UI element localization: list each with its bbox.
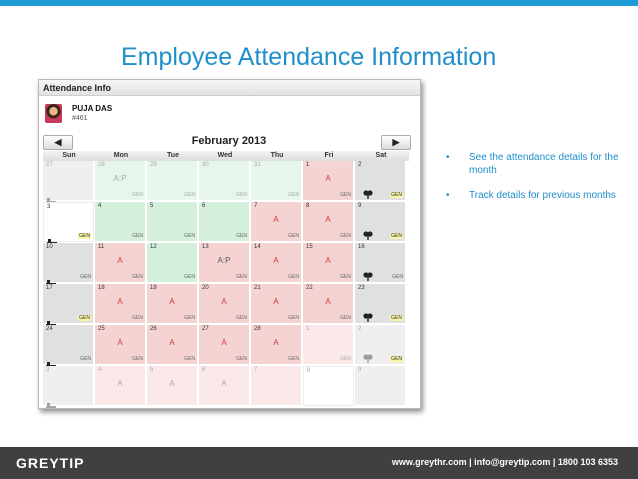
day-number: 23	[358, 285, 365, 291]
shift-label: GEN	[236, 233, 247, 239]
footer-bar	[0, 447, 638, 479]
day-number: 3	[46, 367, 50, 373]
day-number: 2	[358, 326, 362, 332]
day-number: 20	[202, 285, 209, 291]
shift-label: GEN	[79, 315, 90, 321]
attendance-status: A	[169, 297, 175, 306]
shift-label: GEN	[184, 233, 195, 239]
day-number: 15	[306, 244, 313, 250]
attendance-status: A	[325, 174, 331, 183]
shift-label: GEN	[132, 192, 143, 198]
weekend-off-icon	[46, 355, 56, 361]
shift-label: GEN	[288, 356, 299, 362]
day-number: 19	[150, 285, 157, 291]
feature-bullets	[444, 151, 624, 214]
calendar-day-cell[interactable]	[355, 325, 406, 365]
chevron-right-icon: ▶	[392, 137, 400, 147]
weekday-sat: Sat	[375, 152, 387, 159]
attendance-status: A:P	[217, 256, 231, 265]
attendance-status: A	[221, 338, 227, 347]
calendar-day-cell[interactable]	[95, 243, 146, 283]
shift-label: GEN	[288, 274, 299, 280]
footer-contact: www.greythr.com | info@greytip.com | 1800 103 6353	[391, 457, 618, 467]
calendar-day-cell[interactable]	[355, 366, 406, 406]
day-number: 28	[254, 326, 261, 332]
slide-title: Employee Attendance Information	[121, 43, 497, 71]
day-number: 7	[254, 367, 258, 373]
shift-label: GEN	[288, 315, 299, 321]
shift-label: GEN	[340, 192, 351, 198]
day-number: 12	[150, 244, 157, 250]
employee-id: #461	[72, 115, 88, 122]
day-number: 30	[202, 162, 209, 168]
calendar-day-cell[interactable]	[355, 243, 406, 283]
avatar	[45, 104, 62, 123]
calendar-day-cell[interactable]	[95, 325, 146, 365]
shift-label: GEN	[340, 315, 351, 321]
calendar-grid	[43, 161, 409, 408]
calendar-day-cell[interactable]	[147, 243, 198, 283]
calendar-day-cell[interactable]	[199, 325, 250, 365]
shift-label: GEN	[236, 356, 247, 362]
weekend-off-icon	[46, 191, 56, 197]
shift-label: GEN	[132, 233, 143, 239]
shift-label: GEN	[80, 356, 91, 362]
calendar-day-cell[interactable]	[251, 202, 302, 242]
bullet-text: See the attendance details for the month	[469, 152, 619, 176]
holiday-icon	[363, 268, 373, 277]
calendar-day-cell[interactable]	[95, 202, 146, 242]
calendar-day-cell[interactable]	[251, 161, 302, 201]
shift-label: GEN	[184, 274, 195, 280]
day-number: 9	[358, 203, 362, 209]
weekday-fri: Fri	[324, 152, 334, 159]
shift-label: GEN	[184, 315, 195, 321]
shift-label: GEN	[236, 274, 247, 280]
day-number: 4	[98, 367, 102, 373]
calendar-day-cell[interactable]	[199, 284, 250, 324]
day-number: 7	[254, 203, 258, 209]
day-number: 8	[306, 203, 310, 209]
calendar-day-cell[interactable]	[251, 284, 302, 324]
day-number: 5	[150, 367, 154, 373]
day-number: 31	[254, 162, 261, 168]
weekday-sun: Sun	[62, 152, 76, 159]
attendance-status: A:P	[113, 174, 127, 183]
shift-label: GEN	[340, 356, 351, 362]
attendance-panel	[38, 79, 421, 409]
holiday-icon	[363, 186, 373, 195]
attendance-status: A	[273, 215, 279, 224]
attendance-status: A	[117, 297, 123, 306]
calendar-day-cell[interactable]	[43, 366, 94, 406]
shift-label: GEN	[132, 274, 143, 280]
day-number: 21	[254, 285, 261, 291]
calendar-day-cell[interactable]	[43, 284, 94, 324]
attendance-status: A	[117, 379, 123, 388]
prev-month-button[interactable]	[43, 135, 73, 150]
shift-label: GEN	[391, 233, 402, 239]
holiday-icon	[363, 227, 373, 236]
attendance-status: A	[273, 338, 279, 347]
calendar-day-cell[interactable]	[199, 243, 250, 283]
calendar-day-cell[interactable]	[251, 243, 302, 283]
weekend-off-icon	[46, 396, 56, 402]
weekday-wed: Wed	[217, 152, 233, 159]
attendance-status: A	[325, 297, 331, 306]
day-number: 9	[358, 367, 362, 373]
shift-label: GEN	[236, 315, 247, 321]
weekday-mon: Mon	[113, 152, 129, 159]
day-number: 11	[98, 244, 105, 250]
attendance-status: A	[221, 297, 227, 306]
day-number: 3	[47, 204, 51, 210]
day-number: 27	[46, 162, 53, 168]
shift-label: GEN	[79, 233, 90, 239]
shift-label: GEN	[391, 315, 402, 321]
attendance-status: A	[325, 256, 331, 265]
attendance-status: A	[325, 215, 331, 224]
calendar-day-cell[interactable]	[95, 161, 146, 201]
shift-label: GEN	[340, 274, 351, 280]
bullet-dot-icon: •	[446, 190, 450, 201]
calendar-day-cell[interactable]	[303, 366, 354, 406]
day-number: 6	[202, 367, 206, 373]
shift-label: GEN	[340, 233, 351, 239]
shift-label: GEN	[392, 274, 403, 280]
bullet-text: Track details for previous months	[469, 190, 616, 201]
calendar-day-cell[interactable]	[355, 284, 406, 324]
weekday-header-row	[43, 151, 409, 161]
weekend-off-icon	[46, 314, 56, 320]
day-number: 10	[46, 244, 53, 250]
weekday-thu: Thu	[270, 152, 284, 159]
attendance-status: A	[273, 297, 279, 306]
calendar-day-cell[interactable]	[147, 202, 198, 242]
calendar-day-cell[interactable]	[199, 366, 250, 406]
day-number: 26	[150, 326, 157, 332]
day-number: 1	[306, 162, 310, 168]
day-number: 28	[98, 162, 105, 168]
day-number: 25	[98, 326, 105, 332]
day-number: 8	[307, 368, 311, 374]
calendar-day-cell[interactable]	[95, 284, 146, 324]
calendar-day-cell[interactable]	[199, 161, 250, 201]
greytip-logo: GREYTIP	[16, 455, 85, 471]
weekend-off-icon	[47, 232, 57, 238]
shift-label: GEN	[132, 315, 143, 321]
day-number: 27	[202, 326, 209, 332]
calendar-day-cell[interactable]	[355, 202, 406, 242]
day-number: 24	[46, 326, 53, 332]
calendar-day-cell[interactable]	[147, 161, 198, 201]
shift-label: GEN	[184, 356, 195, 362]
holiday-icon	[363, 309, 373, 318]
shift-label: GEN	[391, 192, 402, 198]
shift-label: GEN	[236, 192, 247, 198]
shift-label: GEN	[184, 192, 195, 198]
calendar-day-cell[interactable]	[43, 161, 94, 201]
day-number: 18	[98, 285, 105, 291]
weekend-off-icon	[46, 273, 56, 279]
calendar-day-cell[interactable]	[199, 202, 250, 242]
calendar-day-cell[interactable]	[355, 161, 406, 201]
day-number: 4	[98, 203, 102, 209]
attendance-status: A	[169, 338, 175, 347]
calendar-day-cell[interactable]	[43, 243, 94, 283]
shift-label: GEN	[80, 274, 91, 280]
chevron-left-icon: ◀	[54, 137, 62, 147]
calendar-day-cell[interactable]	[303, 284, 354, 324]
day-number: 1	[306, 326, 310, 332]
day-number: 16	[358, 244, 365, 250]
attendance-status: A	[169, 379, 175, 388]
next-month-button[interactable]	[381, 135, 411, 150]
day-number: 6	[202, 203, 206, 209]
bullet-item	[444, 151, 624, 177]
employee-name: PUJA DAS	[72, 104, 113, 113]
attendance-status: A	[117, 256, 123, 265]
day-number: 29	[150, 162, 157, 168]
calendar-day-cell[interactable]	[95, 366, 146, 406]
day-number: 13	[202, 244, 209, 250]
calendar-day-cell[interactable]	[147, 284, 198, 324]
shift-label: GEN	[132, 356, 143, 362]
holiday-icon	[363, 350, 373, 359]
calendar-day-cell[interactable]	[303, 325, 354, 365]
day-number: 17	[46, 285, 53, 291]
calendar-day-cell[interactable]	[251, 366, 302, 406]
calendar-day-cell[interactable]	[303, 161, 354, 201]
calendar-day-cell[interactable]	[303, 243, 354, 283]
calendar-day-cell[interactable]	[147, 366, 198, 406]
weekday-tue: Tue	[167, 152, 179, 159]
top-accent-bar	[0, 0, 638, 6]
panel-header: Attendance Info	[39, 80, 420, 96]
day-number: 14	[254, 244, 261, 250]
calendar-day-cell[interactable]	[147, 325, 198, 365]
bullet-dot-icon: •	[446, 152, 450, 163]
day-number: 2	[358, 162, 362, 168]
calendar-day-cell[interactable]	[303, 202, 354, 242]
shift-label: GEN	[391, 356, 402, 362]
day-number: 5	[150, 203, 154, 209]
calendar-day-cell[interactable]	[43, 202, 94, 242]
calendar-day-cell[interactable]	[251, 325, 302, 365]
shift-label: GEN	[288, 192, 299, 198]
day-number: 22	[306, 285, 313, 291]
shift-label: GEN	[288, 233, 299, 239]
attendance-status: A	[273, 256, 279, 265]
calendar-day-cell[interactable]	[43, 325, 94, 365]
attendance-status: A	[221, 379, 227, 388]
month-label: February 2013	[191, 135, 267, 147]
attendance-status: A	[117, 338, 123, 347]
bullet-item	[444, 189, 624, 202]
